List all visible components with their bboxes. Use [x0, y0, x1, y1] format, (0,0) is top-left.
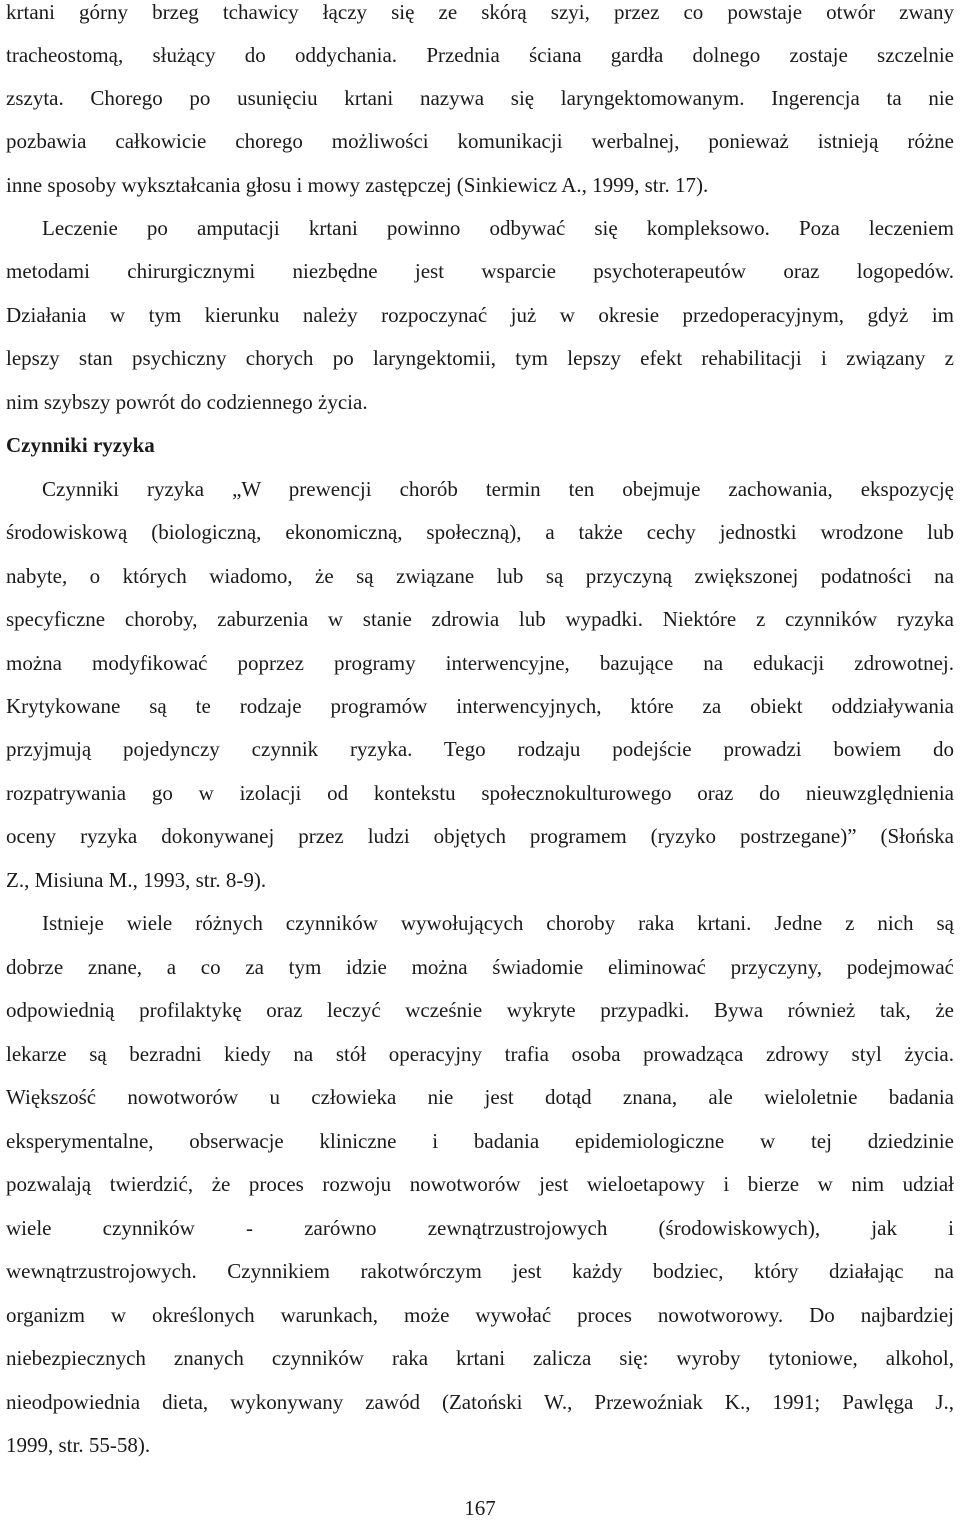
text-line: wiele czynników - zarówno zewnątrzustrojowych (środowiskowych), jak i [6, 1216, 954, 1240]
text-line: metodami chirurgicznymi niezbędne jest wsparcie psychoterapeutów oraz logopedów. [6, 259, 954, 283]
page-number: 167 [464, 1496, 496, 1520]
text-line: eksperymentalne, obserwacje kliniczne i badania epidemiologiczne w tej dziedzinie [6, 1129, 954, 1153]
text-line: pozbawia całkowicie chorego możliwości komunikacji werbalnej, ponieważ istnieją różne [6, 129, 954, 153]
text-line: inne sposoby wykształcania głosu i mowy zastępczej (Sinkiewicz A., 1999, str. 17). [6, 173, 709, 197]
text-line: można modyfikować poprzez programy interwencyjne, bazujące na edukacji zdrowotnej. [6, 651, 954, 675]
text-line: pozwalają twierdzić, że proces rozwoju nowotworów jest wieloetapowy i bierze w nim udział [6, 1172, 954, 1196]
text-line: przyjmują pojedynczy czynnik ryzyka. Tego rodzaju podejście prowadzi bowiem do [6, 737, 954, 761]
text-line: specyficzne choroby, zaburzenia w stanie zdrowia lub wypadki. Niektóre z czynników ryzyka [6, 607, 954, 631]
text-line: nabyte, o których wiadomo, że są związane lub są przyczyną zwiększonej podatności na [6, 564, 954, 588]
text-line: Działania w tym kierunku należy rozpoczynać już w okresie przedoperacyjnym, gdyż im [6, 303, 954, 327]
text-line: organizm w określonych warunkach, może wywołać proces nowotworowy. Do najbardziej [6, 1303, 954, 1327]
text-line: Czynniki ryzyka „W prewencji chorób termin ten obejmuje zachowania, ekspozycję [42, 477, 954, 501]
text-line: 1999, str. 55-58). [6, 1433, 151, 1457]
text-line: Krytykowane są te rodzaje programów interwencyjnych, które za obiekt oddziaływania [6, 694, 954, 718]
text-line: zszyta. Chorego po usunięciu krtani nazywa się laryngektomowanym. Ingerencja ta nie [6, 86, 954, 110]
text-line: tracheostomą, służący do oddychania. Przednia ściana gardła dolnego zostaje szczelnie [6, 43, 954, 67]
text-line: lekarze są bezradni kiedy na stół operacyjny trafia osoba prowadząca zdrowy styl życia. [6, 1042, 954, 1066]
text-line: Większość nowotworów u człowieka nie jest dotąd znana, ale wieloletnie badania [6, 1085, 954, 1109]
text-line: Leczenie po amputacji krtani powinno odbywać się kompleksowo. Poza leczeniem [42, 216, 954, 240]
text-line: odpowiednią profilaktykę oraz leczyć wcześnie wykryte przypadki. Bywa również tak, że [6, 998, 954, 1022]
text-line: środowiskową (biologiczną, ekonomiczną, społeczną), a także cechy jednostki wrodzone lub [6, 520, 954, 544]
section-heading: Czynniki ryzyka [6, 433, 155, 457]
text-line: nieodpowiednia dieta, wykonywany zawód (Zatoński W., Przewoźniak K., 1991; Pawlęga J., [6, 1390, 954, 1414]
text-line: dobrze znane, a co za tym idzie można świadomie eliminować przyczyny, podejmować [6, 955, 954, 979]
text-line: lepszy stan psychiczny chorych po laryngektomii, tym lepszy efekt rehabilitacji i związany z [6, 346, 954, 370]
text-line: oceny ryzyka dokonywanej przez ludzi objętych programem (ryzyko postrzegane)” (Słońska [6, 824, 954, 848]
text-line: Istnieje wiele różnych czynników wywołujących choroby raka krtani. Jedne z nich są [42, 911, 954, 935]
text-line: krtani górny brzeg tchawicy łączy się ze skórą szyi, przez co powstaje otwór zwany [6, 0, 954, 24]
text-line: niebezpiecznych znanych czynników raka krtani zalicza się: wyroby tytoniowe, alkohol, [6, 1346, 954, 1370]
text-line: wewnątrzustrojowych. Czynnikiem rakotwórczym jest każdy bodziec, który działając na [6, 1259, 954, 1283]
text-line: Z., Misiuna M., 1993, str. 8-9). [6, 868, 267, 892]
text-line: rozpatrywania go w izolacji od kontekstu społecznokulturowego oraz do nieuwzględnienia [6, 781, 954, 805]
text-line: nim szybszy powrót do codziennego życia. [6, 390, 368, 414]
